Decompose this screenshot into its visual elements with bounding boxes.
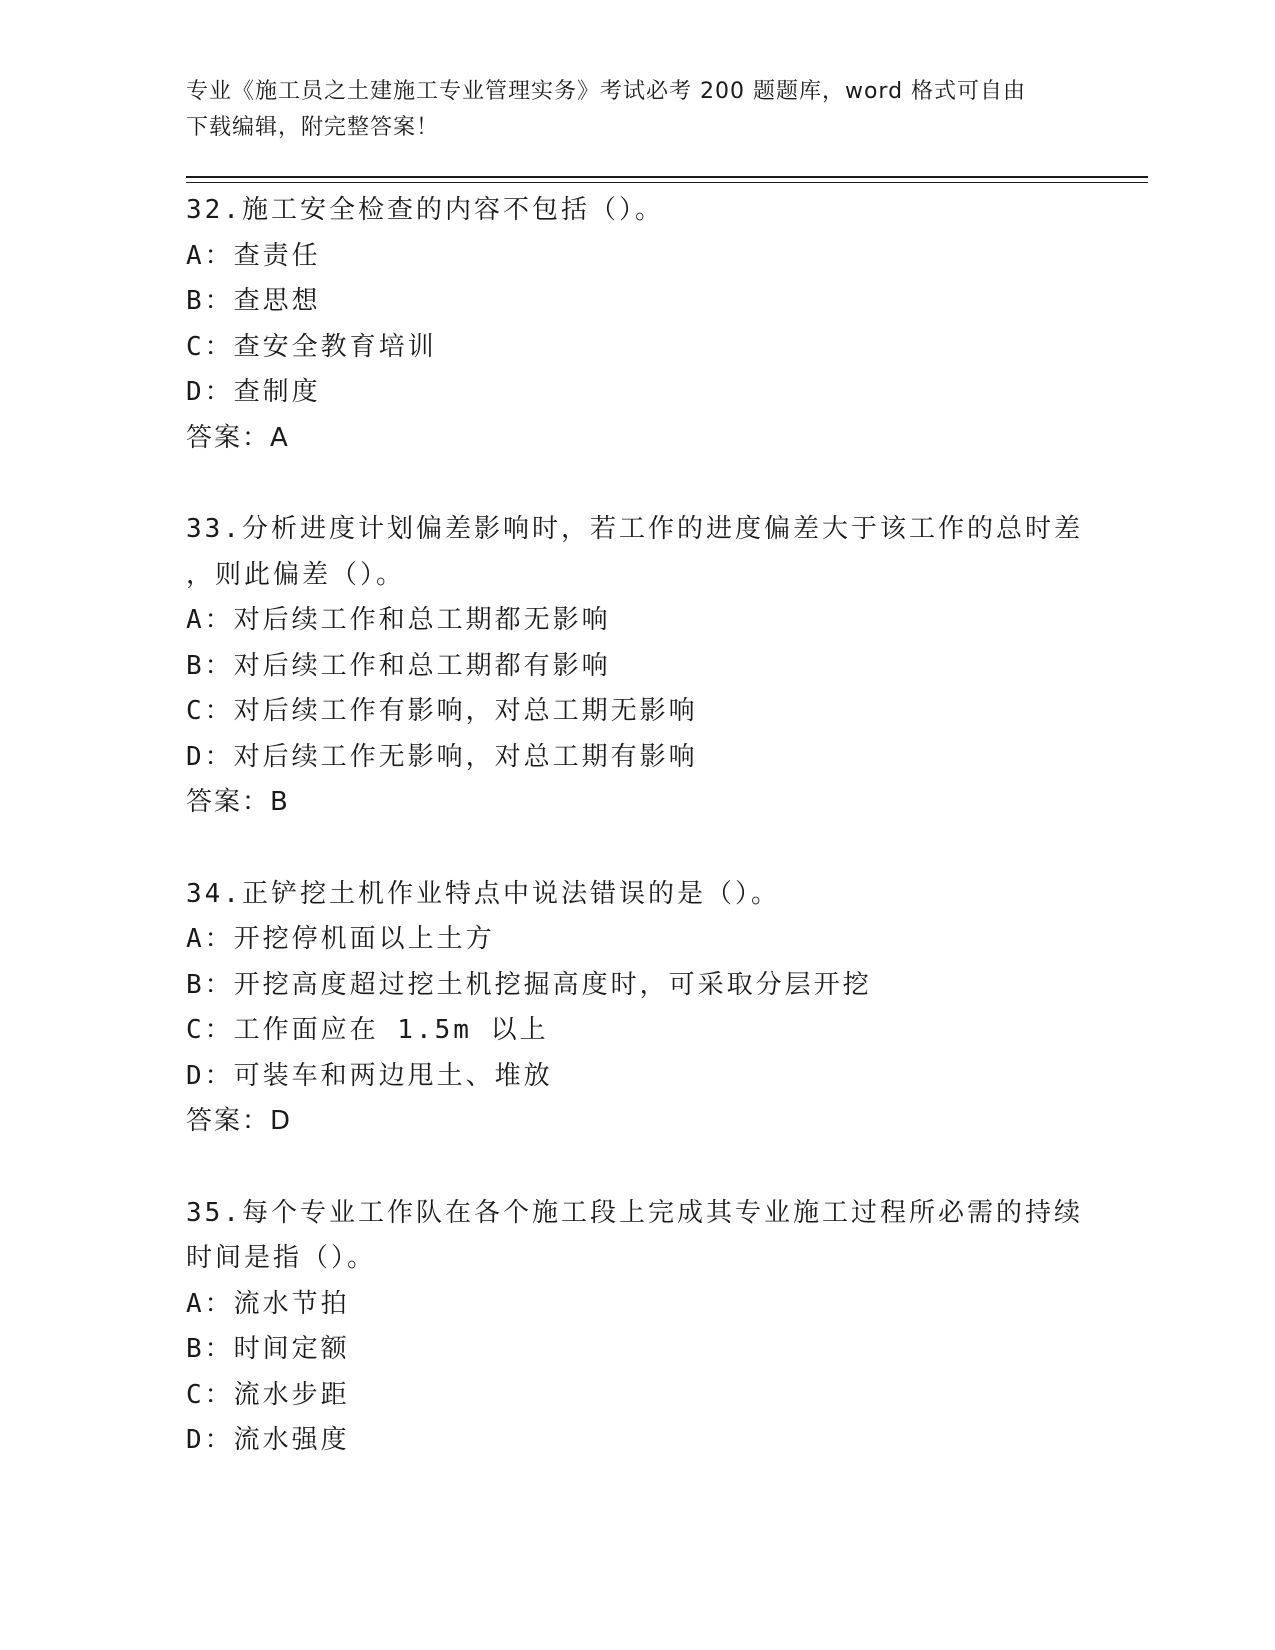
option-d: D：对后续工作无影响，对总工期有影响 (186, 741, 698, 772)
header-divider-thick (186, 176, 1148, 178)
question-list (186, 188, 1086, 1510)
option-b: B：时间定额 (186, 1334, 350, 1364)
option-c: C：流水步距 (186, 1379, 350, 1410)
header-divider-thin (186, 182, 1148, 183)
answer: 答案：B (186, 787, 290, 817)
question-32 (186, 188, 1086, 461)
option-c: C：查安全教育培训 (186, 331, 437, 362)
document-header (186, 74, 1066, 146)
question-text: 33.分析进度计划偏差影响时，若工作的进度偏差大于该工作的总时差 (186, 514, 1083, 544)
option-d: D：可装车和两边甩土、堆放 (186, 1060, 553, 1091)
question-text-continued: ，则此偏差（）。 (186, 559, 406, 590)
question-33 (186, 507, 1086, 826)
option-a: A：流水节拍 (186, 1288, 350, 1319)
option-b: B：开挖高度超过挖土机挖掘高度时，可采取分层开挖 (186, 969, 872, 1000)
option-a: A：查责任 (186, 240, 321, 271)
option-d: D：查制度 (186, 377, 321, 407)
question-34 (186, 872, 1086, 1145)
answer: 答案：D (186, 1106, 293, 1136)
option-a: A：开挖停机面以上土方 (186, 924, 495, 954)
option-c: C：工作面应在 1.5m 以上 (186, 1015, 549, 1045)
header-line-2: 下载编辑，附完整答案！ (186, 115, 440, 140)
question-35 (186, 1191, 1086, 1464)
answer: 答案：A (186, 422, 290, 453)
question-text: 32.施工安全检查的内容不包括（）。 (186, 195, 664, 225)
option-d: D：流水强度 (186, 1425, 350, 1455)
option-c: C：对后续工作有影响，对总工期无影响 (186, 696, 698, 726)
question-text-continued: 时间是指（）。 (186, 1243, 377, 1273)
option-b: B：查思想 (186, 286, 321, 316)
question-text: 35.每个专业工作队在各个施工段上完成其专业施工过程所必需的持续 (186, 1197, 1083, 1228)
header-line-1: 专业《施工员之土建施工专业管理实务》考试必考 200 题题库，word 格式可自由 (186, 79, 1027, 104)
question-text: 34.正铲挖土机作业特点中说法错误的是（）。 (186, 878, 780, 909)
option-a: A：对后续工作和总工期都无影响 (186, 605, 611, 635)
option-b: B：对后续工作和总工期都有影响 (186, 650, 611, 681)
